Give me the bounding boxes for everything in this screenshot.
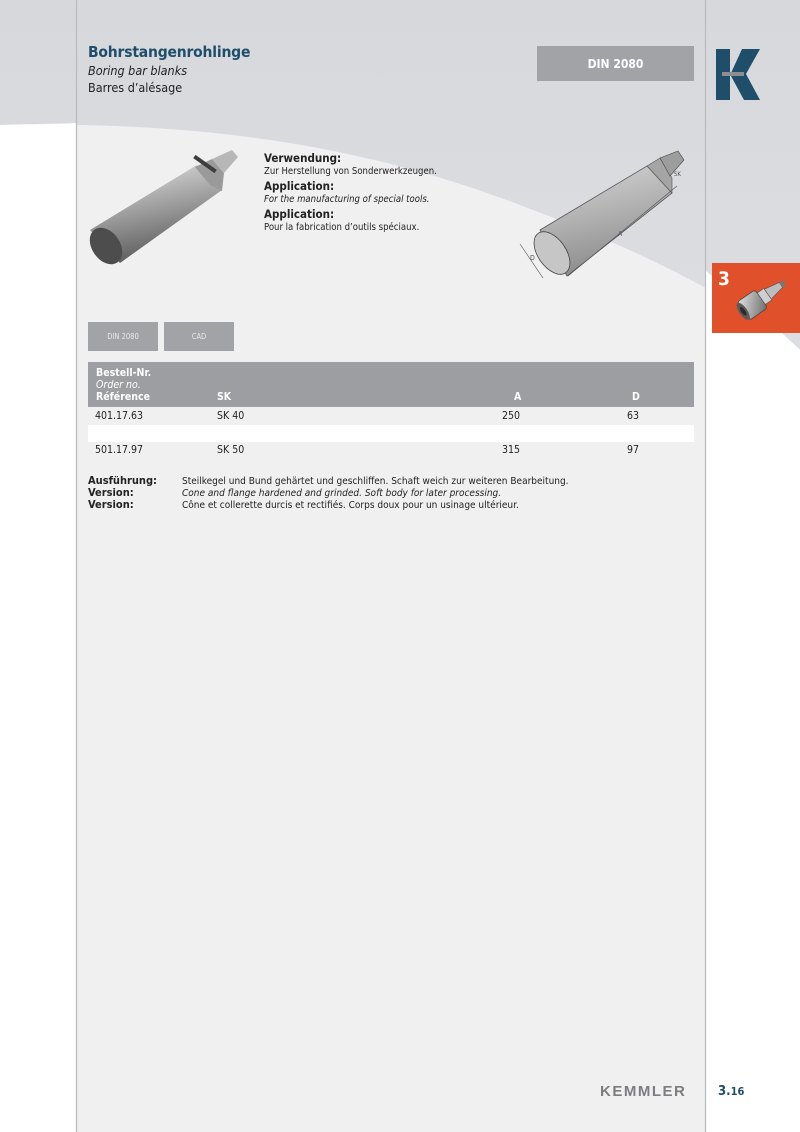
- version-text-fr: Cône et collerette durcis et rectifiés. Corps doux pour un usinage ultérieur.: [182, 500, 519, 511]
- cad-button[interactable]: CAD: [164, 322, 234, 351]
- header-order-en: Order no.: [96, 379, 141, 391]
- chapter-number: 3: [718, 268, 730, 290]
- page-title: Bohrstangenrohlinge: [88, 43, 251, 61]
- version-label-en: Version:: [88, 486, 134, 499]
- dim-label-a: A: [618, 230, 623, 238]
- row-separator: [88, 425, 694, 442]
- cell-a: 250: [502, 410, 521, 422]
- table-header: [88, 362, 694, 407]
- cell-sk: SK 50: [217, 444, 245, 456]
- product-photo: [82, 145, 252, 270]
- version-label-de: Ausführung:: [88, 474, 158, 487]
- cell-order: 501.17.97: [95, 444, 144, 456]
- dim-label-d: D: [530, 254, 535, 262]
- usage-section: [264, 152, 524, 236]
- dim-label-sk: SK: [674, 171, 681, 178]
- usage-heading-fr: Application:: [264, 207, 335, 221]
- cell-d: 97: [627, 444, 640, 456]
- page-number: [718, 1084, 744, 1099]
- version-label-fr: Version:: [88, 498, 134, 511]
- usage-text-de: Zur Herstellung von Sonderwerkzeugen.: [264, 166, 437, 177]
- table-row[interactable]: [88, 408, 694, 425]
- header-a: A: [514, 391, 522, 403]
- header-order-de: Bestell-Nr.: [96, 367, 152, 379]
- cell-order: 401.17.63: [95, 410, 144, 422]
- version-text-en: Cone and flange hardened and grinded. Soft body for later processing.: [182, 488, 502, 499]
- usage-text-en: For the manufacturing of special tools.: [264, 194, 430, 205]
- version-text-de: Steilkegel und Bund gehärtet und geschliffen. Schaft weich zur weiteren Bearbeitung.: [182, 476, 569, 487]
- usage-heading-de: Verwendung:: [264, 151, 342, 165]
- page-subtitle-en: Boring bar blanks: [88, 63, 188, 78]
- header-sk: SK: [217, 391, 232, 403]
- page-number-main: 3.: [718, 1084, 731, 1099]
- cell-sk: SK 40: [217, 410, 245, 422]
- table-row[interactable]: [88, 442, 694, 459]
- footer-brand: KEMMLER: [600, 1083, 687, 1100]
- page-subtitle-fr: Barres d’alésage: [88, 80, 183, 95]
- header-order-fr: Référence: [96, 391, 151, 403]
- page-number-sub: 16: [730, 1085, 745, 1098]
- cell-d: 63: [627, 410, 640, 422]
- header-d: D: [632, 391, 640, 403]
- technical-drawing: [512, 148, 702, 278]
- din-2080-button[interactable]: DIN 2080: [88, 322, 158, 351]
- usage-heading-en: Application:: [264, 179, 335, 193]
- usage-text-fr: Pour la fabrication d’outils spéciaux.: [264, 222, 420, 233]
- kemmler-logo-icon: [716, 49, 761, 100]
- cell-a: 315: [502, 444, 521, 456]
- standard-badge: DIN 2080: [537, 46, 694, 81]
